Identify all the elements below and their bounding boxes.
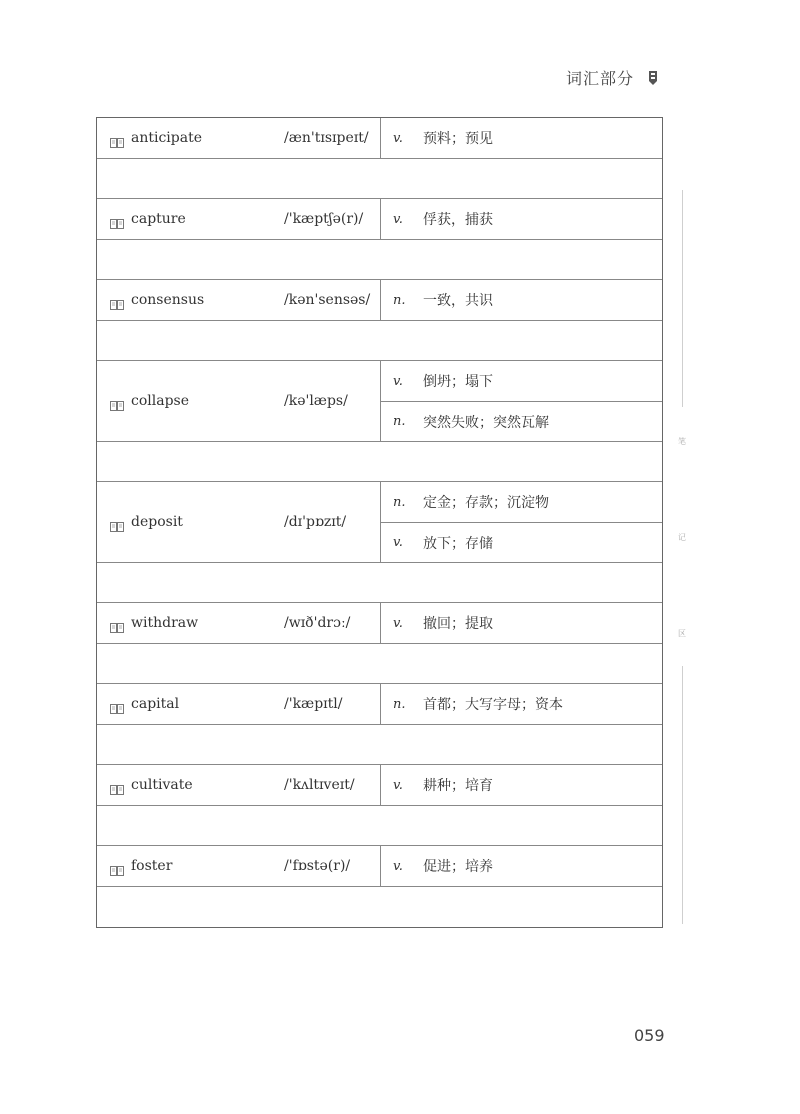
phonetic: /dɪ'pɒzɪt/: [284, 514, 347, 530]
note-row: [97, 887, 662, 927]
notes-divider-bottom: [682, 666, 683, 924]
word: consensus: [131, 292, 205, 308]
meanings-cell: [381, 199, 662, 239]
note-row: [97, 321, 662, 361]
page-number: 059: [634, 1026, 665, 1045]
word-cell: [97, 280, 381, 320]
meanings-cell: [381, 846, 662, 886]
definition: 俘获，捕获: [423, 212, 493, 228]
notes-divider-top: [682, 190, 683, 407]
vocab-entry: [97, 280, 662, 321]
part-of-speech: n.: [393, 696, 406, 712]
definition: 促进；培养: [423, 859, 493, 875]
part-of-speech: v.: [393, 211, 403, 227]
badge-icon: [646, 69, 660, 87]
vocab-entry: [97, 199, 662, 240]
definition: 突然失败；突然瓦解: [423, 414, 549, 431]
phonetic: /'kæptʃə(r)/: [284, 211, 364, 227]
part-of-speech: v.: [393, 130, 403, 146]
phonetic: /kə'læps/: [284, 393, 348, 409]
part-of-speech: n.: [393, 494, 406, 510]
meaning-row: [381, 482, 662, 522]
book-icon: [110, 133, 124, 143]
phonetic: /æn'tɪsɪpeɪt/: [284, 130, 369, 146]
definition: 倒坍；塌下: [423, 374, 493, 390]
notes-label-char: 记: [678, 533, 686, 542]
word: foster: [131, 858, 173, 874]
definition: 一致，共识: [423, 293, 493, 309]
book-icon: [110, 861, 124, 871]
meanings-cell: [381, 603, 662, 643]
vocab-entry: [97, 118, 662, 159]
meanings-cell: [381, 684, 662, 724]
word: cultivate: [131, 777, 193, 793]
notes-label-char: 笔: [678, 437, 686, 446]
meaning-row: [381, 765, 662, 805]
notes-label-char: 区: [678, 629, 686, 638]
book-icon: [110, 699, 124, 709]
definition: 首都；大写字母；资本: [423, 697, 563, 713]
vocabulary-table: [96, 117, 663, 928]
meaning-row: [381, 684, 662, 724]
part-of-speech: v.: [393, 858, 403, 874]
note-row: [97, 159, 662, 199]
note-row: [97, 563, 662, 603]
word: capture: [131, 211, 186, 227]
meaning-row: [381, 280, 662, 320]
meaning-row: [381, 199, 662, 239]
word: anticipate: [131, 130, 203, 146]
part-of-speech: v.: [393, 615, 403, 631]
part-of-speech: n.: [393, 414, 406, 429]
word: capital: [131, 696, 180, 712]
word-cell: [97, 765, 381, 805]
book-icon: [110, 517, 124, 527]
section-title: 词汇部分: [565, 69, 634, 88]
book-icon: [110, 295, 124, 305]
part-of-speech: v.: [393, 777, 403, 793]
note-row: [97, 240, 662, 280]
definition: 耕种；培育: [423, 778, 493, 794]
vocab-entry: [97, 482, 662, 563]
word-cell: [97, 684, 381, 724]
meanings-cell: [381, 280, 662, 320]
part-of-speech: v.: [393, 373, 403, 389]
definition: 定金；存款；沉淀物: [423, 495, 549, 511]
word: withdraw: [131, 615, 199, 631]
meanings-cell: [381, 118, 662, 158]
note-row: [97, 725, 662, 765]
definition: 预料；预见: [423, 131, 493, 147]
meaning-row: [381, 361, 662, 401]
meaning-row: [381, 118, 662, 158]
part-of-speech: n.: [393, 292, 406, 308]
definition: 放下；存储: [423, 535, 493, 552]
phonetic: /'kæpɪtl/: [284, 696, 343, 712]
part-of-speech: v.: [393, 535, 403, 550]
vocab-entry: [97, 684, 662, 725]
meaning-row: [381, 522, 662, 562]
meaning-row: [381, 401, 662, 441]
vocab-entry: [97, 603, 662, 644]
meanings-cell: [381, 765, 662, 805]
word-cell: [97, 361, 381, 441]
word: collapse: [131, 393, 190, 409]
vocab-entry: [97, 846, 662, 887]
word-cell: [97, 846, 381, 886]
word-cell: [97, 482, 381, 562]
phonetic: /'kʌltɪveɪt/: [284, 777, 355, 793]
phonetic: /kən'sensəs/: [284, 292, 371, 308]
word-cell: [97, 603, 381, 643]
note-row: [97, 644, 662, 684]
meaning-row: [381, 603, 662, 643]
note-row: [97, 806, 662, 846]
meanings-cell: [381, 361, 662, 441]
meaning-row: [381, 846, 662, 886]
vocab-entry: [97, 361, 662, 442]
word-cell: [97, 118, 381, 158]
definition: 撤回；提取: [423, 616, 493, 632]
word: deposit: [131, 514, 183, 530]
page-header: [566, 66, 660, 89]
note-row: [97, 442, 662, 482]
book-icon: [110, 214, 124, 224]
phonetic: /wɪð'drɔː/: [284, 615, 351, 631]
book-icon: [110, 780, 124, 790]
book-icon: [110, 396, 124, 406]
vocab-entry: [97, 765, 662, 806]
phonetic: /'fɒstə(r)/: [284, 858, 351, 874]
word-cell: [97, 199, 381, 239]
book-icon: [110, 618, 124, 628]
meanings-cell: [381, 482, 662, 562]
